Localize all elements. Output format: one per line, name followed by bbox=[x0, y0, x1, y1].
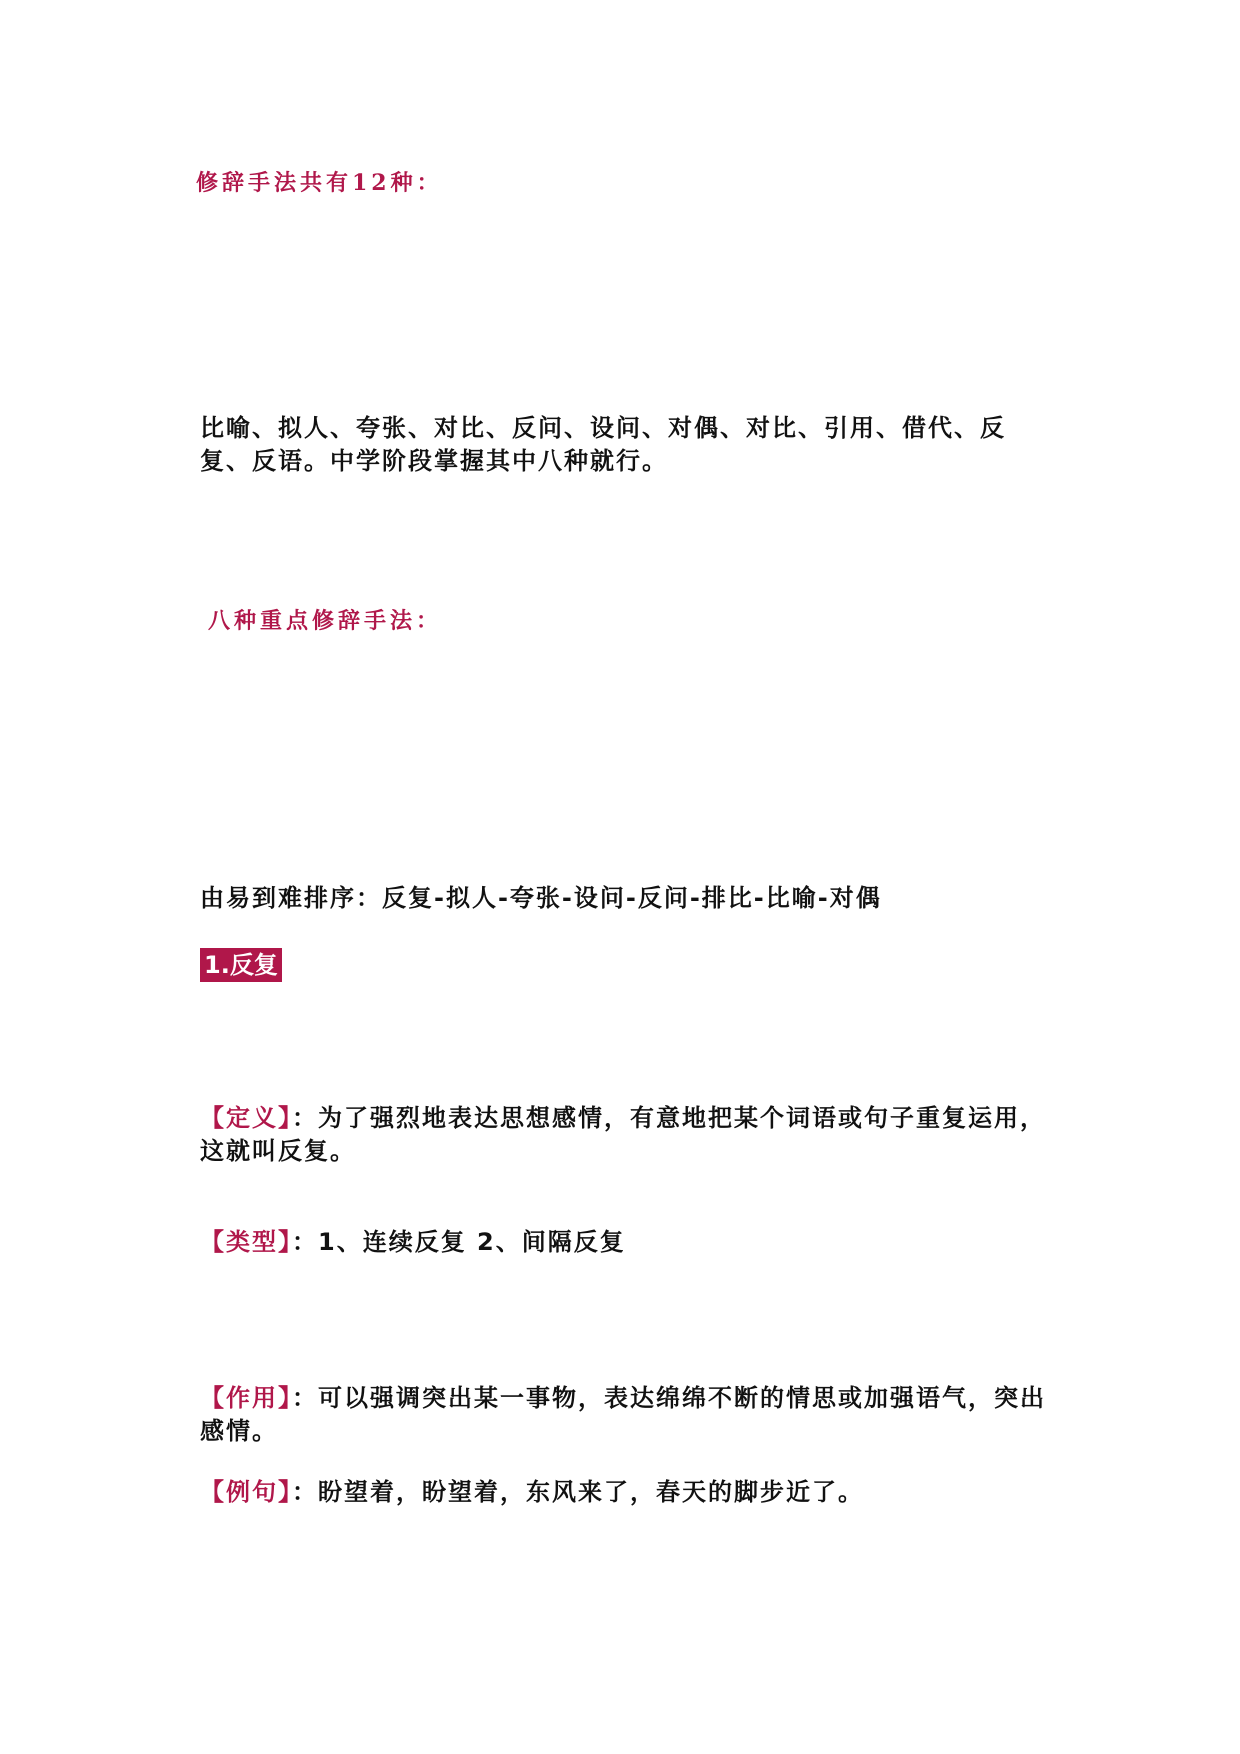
types-text: ：1、连续反复 2、间隔反复 bbox=[292, 1228, 626, 1256]
section-title-badge: 1.反复 bbox=[200, 948, 282, 982]
example-text: ：盼望着，盼望着，东风来了，春天的脚步近了。 bbox=[292, 1478, 864, 1506]
heading-total-count: 修辞手法共有12种： bbox=[196, 170, 443, 196]
example-tag: 【例句】 bbox=[200, 1478, 292, 1506]
definition-tag: 【定义】 bbox=[200, 1104, 292, 1132]
types-paragraph bbox=[200, 1226, 1050, 1259]
types-tag: 【类型】 bbox=[200, 1228, 292, 1256]
difficulty-order-paragraph: 由易到难排序：反复-拟人-夸张-设问-反问-排比-比喻-对偶 bbox=[200, 884, 882, 912]
heading-eight-key: 八种重点修辞手法： bbox=[208, 608, 443, 634]
rhetoric-list-paragraph: 比喻、拟人、夸张、对比、反问、设问、对偶、对比、引用、借代、反复、反语。中学阶段掌握其中八种就行。 bbox=[200, 414, 1006, 475]
definition-paragraph bbox=[200, 1102, 1050, 1168]
definition-text: ：为了强烈地表达思想感情，有意地把某个词语或句子重复运用，这就叫反复。 bbox=[200, 1104, 1046, 1165]
example-paragraph bbox=[200, 1476, 1050, 1509]
effect-tag: 【作用】 bbox=[200, 1384, 292, 1412]
effect-text: ：可以强调突出某一事物，表达绵绵不断的情思或加强语气，突出感情。 bbox=[200, 1384, 1046, 1445]
effect-paragraph bbox=[200, 1382, 1050, 1448]
